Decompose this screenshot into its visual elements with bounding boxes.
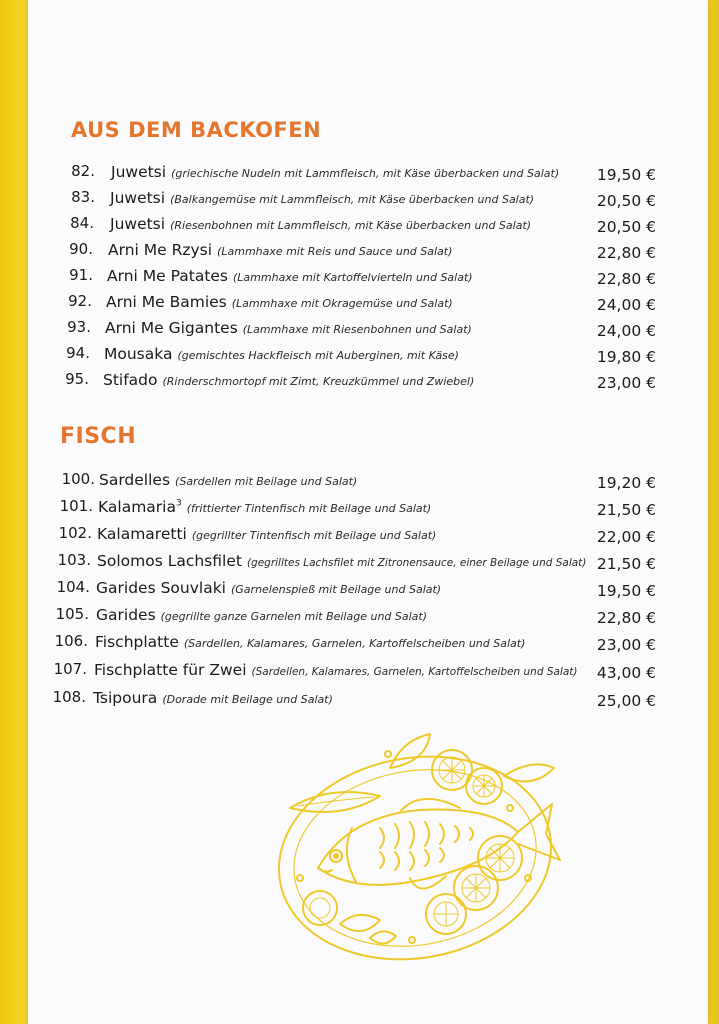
item-price: 21,50 € [596,555,656,573]
menu-item [0,262,719,288]
dish-name: Arni Me Gigantes [105,319,238,337]
dish-name: Solomos Lachsfilet [97,552,242,570]
item-price: 23,00 € [596,636,656,654]
item-number: 91. [69,266,93,284]
dish-description: (Lammhaxe mit Reis und Sauce und Salat) [217,245,453,258]
menu-item [0,656,719,682]
menu-item [0,236,719,262]
dish-description: (Sardellen mit Beilage und Salat) [175,475,358,488]
item-price: 23,00 € [596,374,656,392]
dish-name: Arni Me Rzysi [108,241,213,259]
dish-description: (Garnelenspieß mit Beilage und Salat) [230,583,442,596]
item-price: 20,50 € [596,192,656,210]
item-price: 22,80 € [596,270,656,288]
dish-name: Fischplatte [95,633,179,651]
item-number: 101. [59,497,93,515]
item-number: 106. [54,632,88,650]
item-price: 22,80 € [596,609,656,627]
dish-name: Garides [96,606,156,624]
section-heading-backofen: AUS DEM BACKOFEN [71,118,322,142]
dish-name: Juwetsi [111,163,167,181]
dish-name: Mousaka [104,345,173,363]
dish-description: (gegrillte ganze Garnelen mit Beilage und Salat) [160,610,428,623]
item-price: 19,80 € [596,348,656,366]
menu-item [0,684,719,710]
item-price: 22,80 € [596,244,656,262]
dish-description: (Sardellen, Kalamares, Garnelen, Kartoffelscheiben und Salat) [183,637,526,650]
item-number: 83. [71,188,95,206]
item-number: 90. [69,240,93,258]
item-number: 104. [56,578,90,596]
dish-description: (Lammhaxe mit Riesenbohnen und Salat) [242,323,472,336]
dish-name: Tsipoura [93,689,158,707]
item-price: 21,50 € [596,501,656,519]
dish-description: (Lammhaxe mit Okragemüse und Salat) [231,297,453,310]
item-number: 102. [58,524,92,542]
item-price: 19,20 € [596,474,656,492]
item-number: 93. [67,318,91,336]
menu-item [0,493,719,519]
allergen-footnote: 3 [175,498,182,509]
menu-item [0,574,719,600]
item-number: 94. [66,344,90,362]
dish-name: Sardelles [99,471,171,489]
item-price: 24,00 € [596,322,656,340]
item-number: 95. [65,370,89,388]
item-price: 20,50 € [596,218,656,236]
menu-item [0,366,719,392]
item-number: 100. [61,470,95,488]
dish-description: (gemischtes Hackfleisch mit Auberginen, mit Käse) [177,349,459,362]
dish-name: Kalamaria [98,498,176,516]
menu-item [0,288,719,314]
menu-item [0,547,719,573]
menu-item [0,158,719,184]
item-number: 105. [55,605,89,623]
item-number: 82. [71,162,95,180]
dish-name: Stifado [103,371,158,389]
dish-description: (griechische Nudeln mit Lammfleisch, mit Käse überbacken und Salat) [171,167,560,180]
menu-item [0,601,719,627]
dish-name: Juwetsi [110,215,166,233]
dish-description: (Dorade mit Beilage und Salat) [162,693,333,706]
menu-item [0,314,719,340]
item-price: 25,00 € [596,692,656,710]
item-number: 107. [53,660,87,678]
menu-item [0,184,719,210]
dish-description: (gegrillter Tintenfisch mit Beilage und Salat) [191,529,437,542]
dish-description: (Lammhaxe mit Kartoffelvierteln und Salat) [233,271,473,284]
dish-description: (Sardellen, Kalamares, Garnelen, Kartoffelscheiben und Salat) [251,666,578,678]
item-number: 92. [68,292,92,310]
dish-description: (frittierter Tintenfisch mit Beilage und Salat) [186,502,432,515]
dish-name: Kalamaretti [97,525,187,543]
item-number: 103. [57,551,91,569]
dish-description: (Rinderschmortopf mit Zimt, Kreuzkümmel und Zwiebel) [162,375,475,388]
menu-item [0,466,719,492]
dish-name: Garides Souvlaki [96,579,226,597]
dish-name: Fischplatte für Zwei [94,661,247,679]
dish-description: (Riesenbohnen mit Lammfleisch, mit Käse überbacken und Salat) [170,219,532,232]
fish-on-plate-icon [270,728,570,973]
item-number: 84. [70,214,94,232]
item-price: 19,50 € [596,166,656,184]
dish-name: Juwetsi [110,189,166,207]
dish-description: (gegrilltes Lachsfilet mit Zitronensauce, einer Beilage und Salat) [246,557,587,569]
menu-item [0,210,719,236]
section-heading-fisch: FISCH [60,424,137,449]
item-price: 19,50 € [596,582,656,600]
dish-name: Arni Me Bamies [106,293,227,311]
item-price: 43,00 € [596,664,656,682]
menu-item [0,628,719,654]
item-price: 24,00 € [596,296,656,314]
item-number: 108. [52,688,86,706]
dish-name: Arni Me Patates [107,267,229,285]
menu-item [0,340,719,366]
dish-description: (Balkangemüse mit Lammfleisch, mit Käse überbacken und Salat) [170,193,535,206]
menu-item [0,520,719,546]
item-price: 22,00 € [596,528,656,546]
